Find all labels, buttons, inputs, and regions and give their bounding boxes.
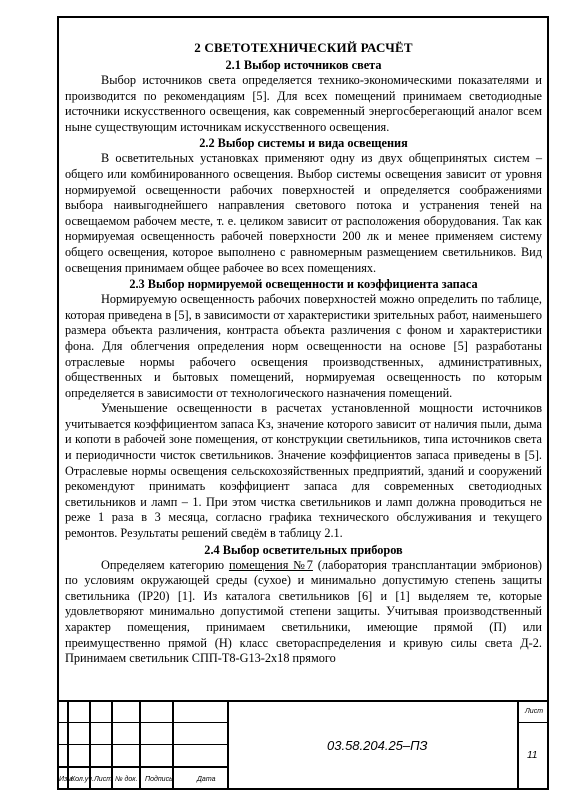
stamp-label-kol-uch: Кол.уч.: [71, 776, 94, 783]
stamp-label-data: Дата: [197, 776, 216, 783]
stamp-col-line: [139, 700, 141, 790]
paragraph: Выбор источников света определяется технико-экономическими показателями и производится по рекомендациям [5]. Для всех помещений принимаем светодиодные источники искусственного освещения, как современный энергосберегающий аналог всем ныне существующим источникам искусственного освещения.: [65, 73, 542, 134]
paragraph: Нормируемую освещенность рабочих поверхностей можно определить по таблице, которая приведена в [5], в зависимости от характеристики зрительных работ, наименьшего размера объекта различения, контраста объекта различения с фоном и характеристики фона. Для облегчения определения норм освещенности на основе [5] разработаны отраслевые нормы рабочего освещения производственных, административных, общественных и бытовых помещений, нормируемая освещенность по которым определяется в зависимости от технологического назначения помещений.: [65, 292, 542, 400]
subsection-heading-2-1: 2.1 Выбор источников света: [225, 58, 382, 72]
subsection-heading-2-2: 2.2 Выбор системы и вида освещения: [199, 136, 408, 151]
stamp-label-list: Лист: [94, 776, 113, 783]
document-code: 03.58.204.25–ПЗ: [327, 738, 428, 753]
stamp-col-line: [227, 700, 229, 790]
subsection-heading-2-4: 2.4 Выбор осветительных приборов: [204, 542, 403, 557]
underlined-room-reference: помещения №7: [228, 557, 313, 572]
stamp-top-line: [57, 700, 549, 702]
page-number: 11: [527, 750, 538, 761]
text-run: Определяем категорию: [101, 557, 229, 572]
paragraph: [65, 558, 542, 667]
title-block: [57, 700, 549, 790]
stamp-label-n-dok: № док.: [115, 776, 138, 783]
text-run: (лаборатория трансплантации эмбрионов) по условиям окружающей среды (сухое) и минимально допустимую степень защиты светильника (IP20) [1]. Из каталога светильников [6] и [1] выделяем те, которые удовлетворяют минимально допустимой степени защиты. Учитывая производственный характер помещения, принимаем светильники, имеющие прямой (П) или преимущественно прямой (Н) класс светораспределения и кривую силы света Д-2. Принимаем светильник СПП-Т8-G13-2х18 прямого: [65, 557, 542, 666]
paragraph: Уменьшение освещенности в расчетах установленной мощности источников учитывается коэффициентом запаса Kз, значение которого зависит от наличия пыли, дыма и копоти в рабочей зоне помещения, от конструкции светильников, типа источников света и периодичности чисток светильников. Значение коэффициентов запаса приведены в [5]. Отраслевые нормы освещения сельскохозяйственных предприятий, зданий и сооружений рекомендуют принимать коэффициент запаса для современных светодиодных светильников и ламп – 1. При этом чистка светильников и ламп должна проводиться не реже 1 раза в 3 месяца, согласно графика технического обслуживания и текущего ремонтов. Результаты решений сведём в таблицу 2.1.: [65, 401, 542, 541]
stamp-row-line: [57, 722, 227, 723]
section-title: 2 СВЕТОТЕХНИЧЕСКИЙ РАСЧЁТ: [194, 40, 413, 55]
stamp-row-line: [519, 722, 549, 723]
paragraph: В осветительных установках применяют одну из двух общепринятых систем – общего или комбинированного освещения. Выбор системы освещения зависит от уровня нормируемой освещенности рабочих поверхностей и определяется соображениями выбора наивыгоднейшего направления светового потока и устранения теней на освещаемом рабочем месте, т. е. целиком зависит от расположения оборудования. Так как нормируемая освещенность рабочей поверхности 200 лк и менее применяем систему общего освещения, которое выполнено с равномерным размещением светильников. Вид освещения принимаем общее рабочее во всех помещениях.: [65, 151, 542, 275]
subsection-heading-2-3: 2.3 Выбор нормируемой освещенности и коэффициента запаса: [129, 277, 478, 292]
stamp-row-line: [57, 766, 227, 768]
page-label: Лист: [525, 708, 544, 715]
stamp-row-line: [57, 744, 227, 745]
stamp-col-line: [517, 700, 519, 790]
stamp-label-izm: Изм.: [59, 776, 74, 783]
document-body: [65, 40, 542, 667]
stamp-label-podpis: Подпись: [145, 776, 173, 783]
